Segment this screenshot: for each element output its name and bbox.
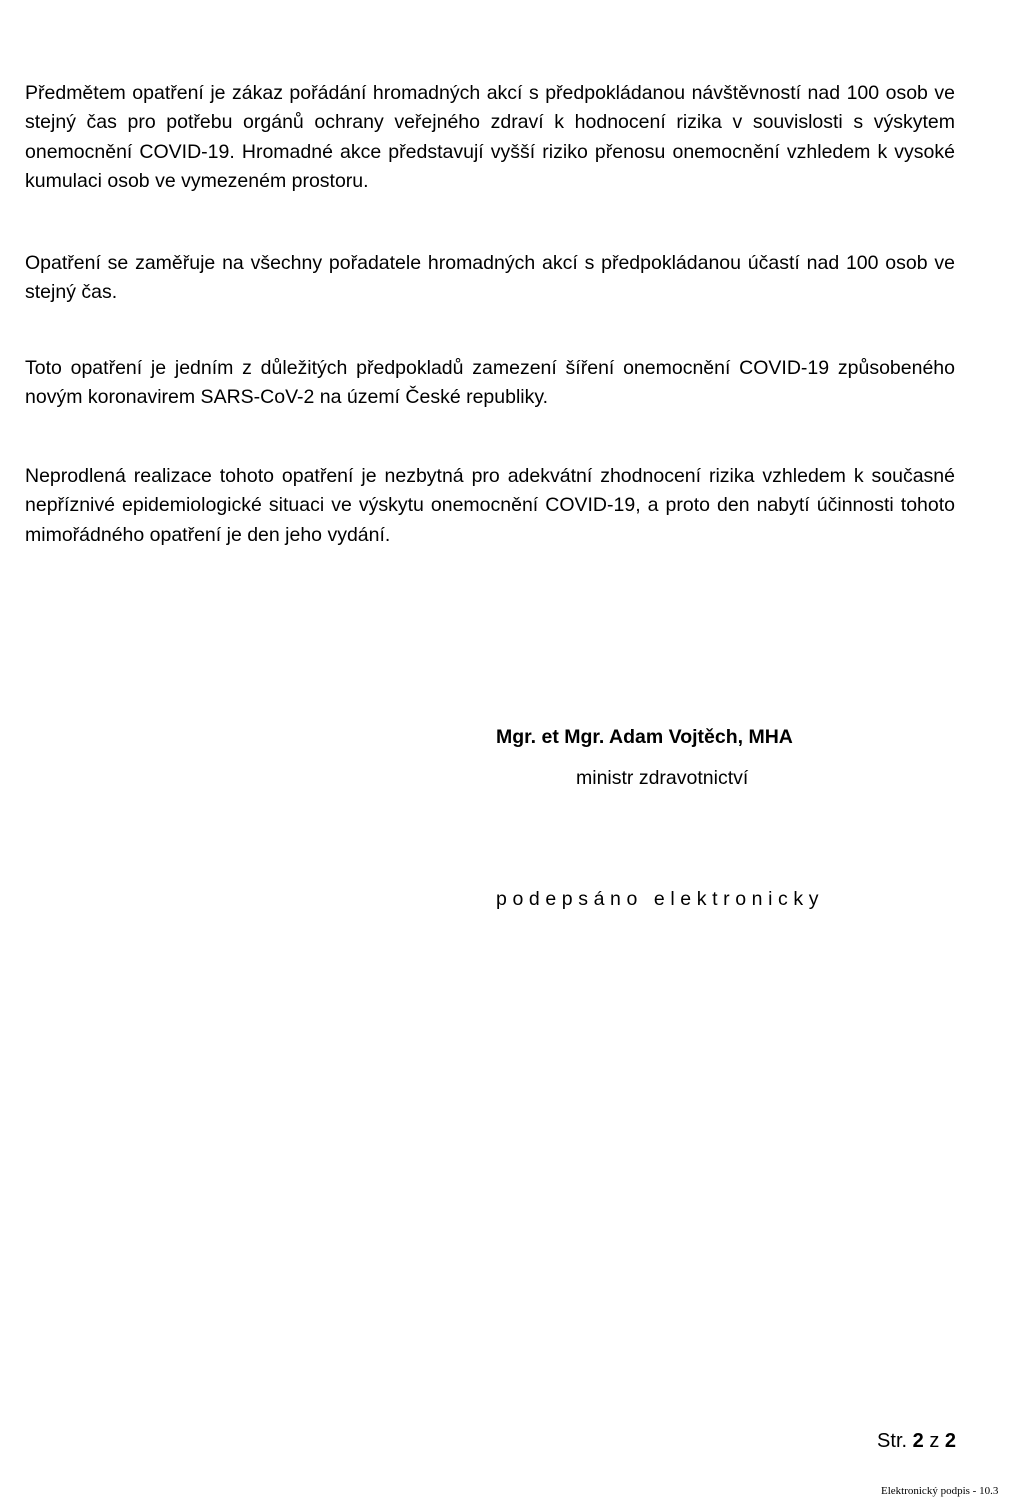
paragraph-scope: Opatření se zaměřuje na všechny pořadatele hromadných akcí s předpokládanou účastí nad 100 osob ve stejný čas. bbox=[25, 252, 955, 304]
electronic-signature-footer: Elektronický podpis - 10.3 bbox=[881, 1485, 999, 1497]
page-number-current: 2 bbox=[912, 1430, 924, 1452]
page-number-separator: z bbox=[929, 1430, 940, 1452]
signatory-role: ministr zdravotnictví bbox=[576, 767, 749, 789]
signed-electronically-note: podepsáno elektronicky bbox=[496, 888, 825, 910]
page-number bbox=[877, 1430, 956, 1453]
page-number-prefix: Str. bbox=[877, 1430, 908, 1452]
signatory-name: Mgr. et Mgr. Adam Vojtěch, MHA bbox=[496, 726, 793, 748]
paragraph-purpose: Toto opatření je jedním z důležitých předpokladů zamezení šíření onemocnění COVID-19 způsobeného novým koronavirem SARS-CoV-2 na území České republiky. bbox=[25, 357, 955, 409]
paragraph-subject: Předmětem opatření je zákaz pořádání hromadných akcí s předpokládanou návštěvností nad 100 osob ve stejný čas pro potřebu orgánů ochrany veřejného zdraví k hodnocení rizika v souvislosti s výskytem onemocnění COVID-19. Hromadné akce představují vyšší riziko přenosu onemocnění vzhledem k vysoké kumulaci osob ve vymezeném prostoru. bbox=[25, 82, 955, 193]
paragraph-effectiveness: Neprodlená realizace tohoto opatření je nezbytná pro adekvátní zhodnocení rizika vzhledem k současné nepříznivé epidemiologické situaci ve výskytu onemocnění COVID-19, a proto den nabytí účinnosti tohoto mimořádného opatření je den jeho vydání. bbox=[25, 465, 955, 546]
page-number-total: 2 bbox=[944, 1430, 956, 1452]
